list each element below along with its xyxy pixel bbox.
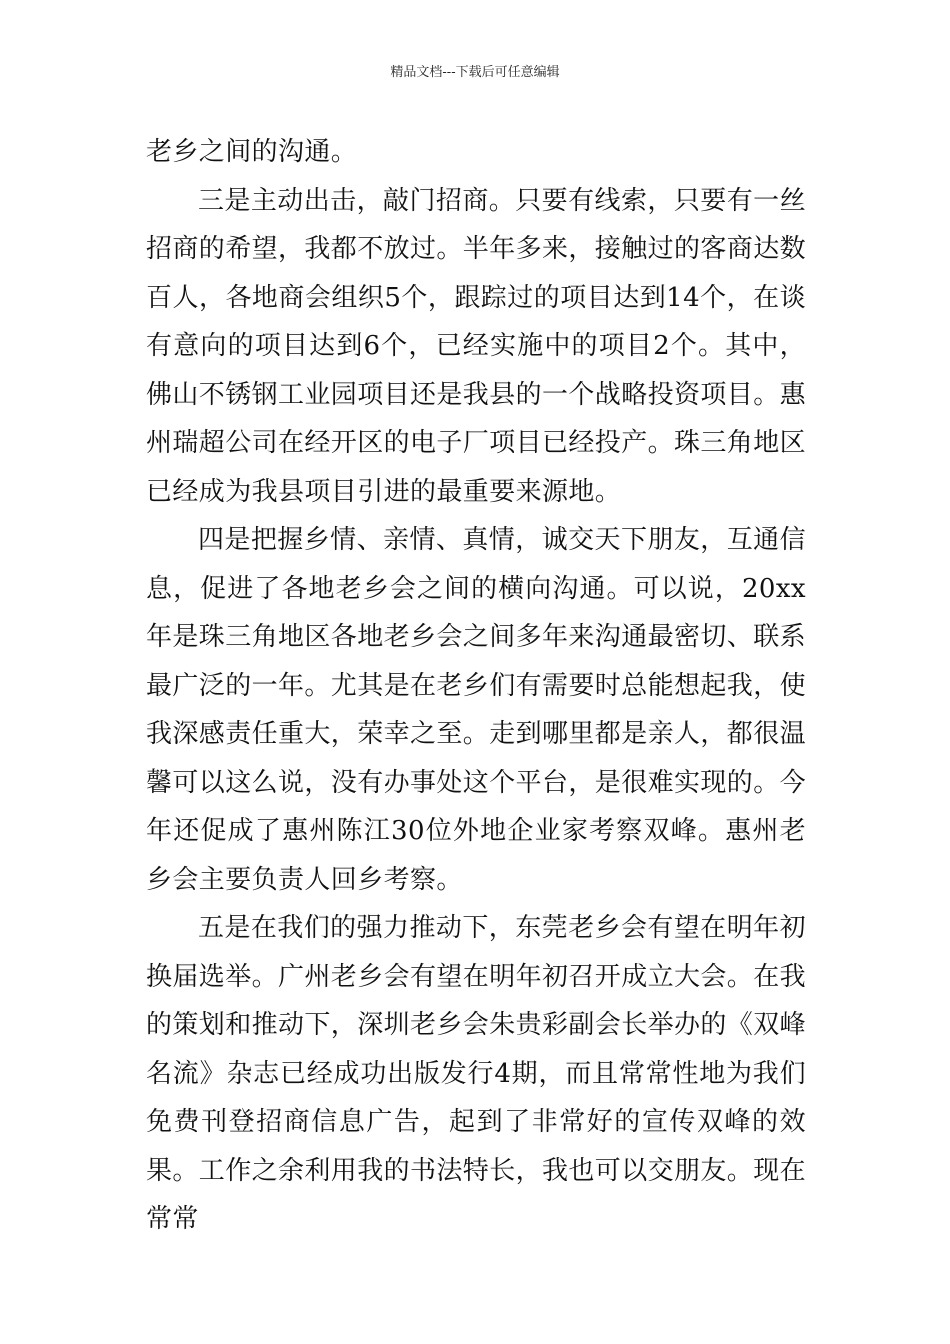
paragraph-continuation: 老乡之间的沟通。 <box>146 137 358 167</box>
paragraph-point-four: 四是把握乡情、亲情、真情，诚交天下朋友，互通信息，促进了各地老乡会之间的横向沟通。可以说，20xx年是珠三角地区各地老乡会之间多年来沟通最密切、联系最广泛的一年。尤其是在老乡们有需要时总能想起我，使我深感责任重大，荣幸之至。走到哪里都是亲人，都很温馨可以这么说，没有办事处这个平台，是很难实现的。今年还促成了惠州陈江30位外地企业家考察双峰。惠州老乡会主要负责人回乡考察。 <box>146 525 807 895</box>
document-body <box>146 128 806 1244</box>
paragraph-point-five: 五是在我们的强力推动下，东莞老乡会有望在明年初换届选举。广州老乡会有望在明年初召开成立大会。在我的策划和推动下，深圳老乡会朱贵彩副会长举办的《双峰名流》杂志已经成功出版发行4期，而且常常性地为我们免费刊登招商信息广告，起到了非常好的宣传双峰的效果。工作之余利用我的书法特长，我也可以交朋友。现在常常 <box>146 913 807 1234</box>
page-header: 精品文档---下载后可任意编辑 <box>390 65 560 80</box>
paragraph-point-three: 三是主动出击，敲门招商。只要有线索，只要有一丝招商的希望，我都不放过。半年多来，接触过的客商达数百人，各地商会组织5个，跟踪过的项目达到14个，在谈有意向的项目达到6个，已经实施中的项目2个。其中，佛山不锈钢工业园项目还是我县的一个战略投资项目。惠州瑞超公司在经开区的电子厂项目已经投产。珠三角地区已经成为我县项目引进的最重要来源地。 <box>146 185 807 507</box>
